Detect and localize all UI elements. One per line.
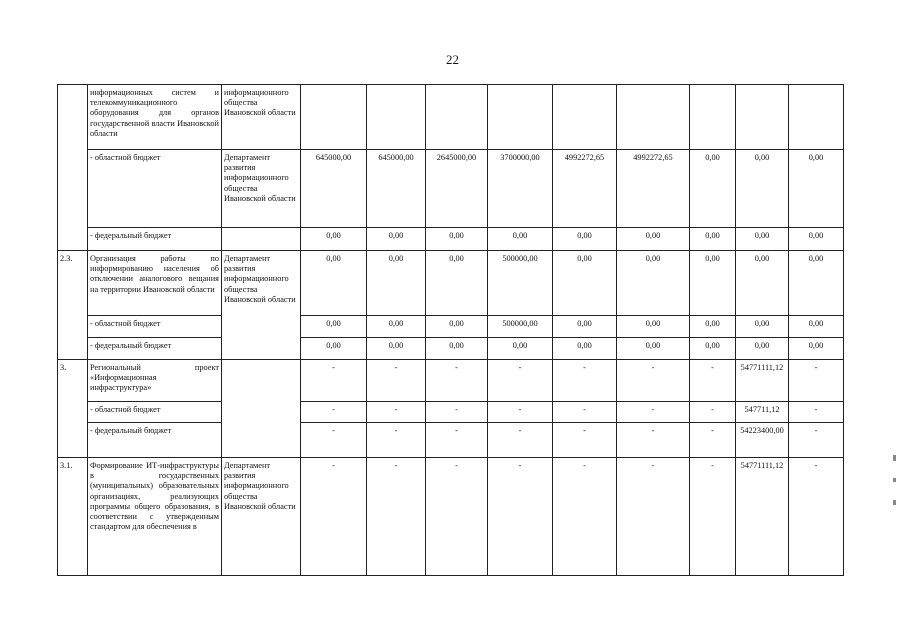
value-cell: - <box>301 423 367 458</box>
value-cell: 3700000,00 <box>488 150 553 228</box>
row-index: 3. <box>58 360 88 458</box>
row-index: 2.3. <box>58 251 88 360</box>
value-cell: 0,00 <box>553 338 617 360</box>
value-cell: - <box>301 402 367 423</box>
value-cell: 54223400,00 <box>736 423 789 458</box>
table-row <box>58 423 844 458</box>
value-cell: 0,00 <box>690 316 736 338</box>
row-name: - федеральный бюджет <box>88 423 222 458</box>
value-cell: 0,00 <box>690 251 736 316</box>
value-cell: 2645000,00 <box>426 150 488 228</box>
value-cell: - <box>367 423 426 458</box>
value-cell: 0,00 <box>617 251 690 316</box>
value-cell: 0,00 <box>690 338 736 360</box>
page-number: 22 <box>446 52 459 67</box>
value-cell: 0,00 <box>426 338 488 360</box>
value-cell <box>736 85 789 150</box>
value-cell: 0,00 <box>301 316 367 338</box>
row-name: - федеральный бюджет <box>88 228 222 251</box>
value-cell: - <box>553 423 617 458</box>
value-cell: 0,00 <box>690 150 736 228</box>
table-row <box>58 316 844 338</box>
value-cell <box>488 85 553 150</box>
scan-edge-mark <box>893 500 896 505</box>
value-cell: 0,00 <box>301 338 367 360</box>
row-executor: Департамент развития информационного общества Ивановской области <box>222 251 301 360</box>
row-name: - областной бюджет <box>88 402 222 423</box>
value-cell: - <box>553 458 617 576</box>
value-cell: 0,00 <box>736 150 789 228</box>
value-cell: - <box>789 360 844 402</box>
value-cell: 0,00 <box>617 228 690 251</box>
value-cell: 500000,00 <box>488 251 553 316</box>
value-cell: 645000,00 <box>367 150 426 228</box>
value-cell: 0,00 <box>367 316 426 338</box>
value-cell: 0,00 <box>553 251 617 316</box>
row-executor <box>222 360 301 458</box>
value-cell <box>367 85 426 150</box>
value-cell: - <box>426 423 488 458</box>
value-cell: - <box>789 458 844 576</box>
row-executor: информационного общества Ивановской области <box>222 85 301 150</box>
value-cell: 0,00 <box>426 228 488 251</box>
value-cell: - <box>301 458 367 576</box>
value-cell: - <box>488 423 553 458</box>
table-row <box>58 228 844 251</box>
value-cell: - <box>617 458 690 576</box>
value-cell: 0,00 <box>301 228 367 251</box>
table-row <box>58 458 844 576</box>
value-cell: - <box>617 360 690 402</box>
value-cell: - <box>690 423 736 458</box>
value-cell: 4992272,65 <box>553 150 617 228</box>
value-cell: 0,00 <box>690 228 736 251</box>
value-cell: - <box>553 402 617 423</box>
value-cell: - <box>617 402 690 423</box>
value-cell: 0,00 <box>426 251 488 316</box>
value-cell: - <box>488 402 553 423</box>
row-executor <box>222 228 301 251</box>
value-cell: - <box>553 360 617 402</box>
row-name: - областной бюджет <box>88 316 222 338</box>
row-index: 3.1. <box>58 458 88 576</box>
value-cell: - <box>426 458 488 576</box>
value-cell: - <box>367 360 426 402</box>
value-cell: 0,00 <box>553 228 617 251</box>
row-executor: Департамент развития информационного общества Ивановской области <box>222 458 301 576</box>
value-cell: 0,00 <box>736 316 789 338</box>
table-row <box>58 251 844 316</box>
row-name: - областной бюджет <box>88 150 222 228</box>
value-cell: 0,00 <box>488 338 553 360</box>
value-cell: 0,00 <box>789 338 844 360</box>
value-cell: 0,00 <box>736 338 789 360</box>
value-cell: 0,00 <box>488 228 553 251</box>
value-cell: - <box>488 458 553 576</box>
value-cell: 0,00 <box>426 316 488 338</box>
value-cell: 0,00 <box>553 316 617 338</box>
value-cell: 645000,00 <box>301 150 367 228</box>
value-cell: 0,00 <box>736 228 789 251</box>
table-row <box>58 150 844 228</box>
value-cell: - <box>690 402 736 423</box>
row-name: Региональный проект «Информационная инфраструктура» <box>88 360 222 402</box>
value-cell: - <box>367 402 426 423</box>
value-cell: 0,00 <box>367 338 426 360</box>
value-cell: 0,00 <box>789 150 844 228</box>
value-cell <box>690 85 736 150</box>
row-executor: Департамент развития информационного общества Ивановской области <box>222 150 301 228</box>
value-cell: 0,00 <box>789 316 844 338</box>
value-cell: - <box>789 402 844 423</box>
value-cell: 0,00 <box>301 251 367 316</box>
row-name: информационных систем и телекоммуникационного оборудования для органов государственной власти Ивановской области <box>88 85 222 150</box>
value-cell: 0,00 <box>789 228 844 251</box>
row-index <box>58 85 88 251</box>
value-cell: - <box>488 360 553 402</box>
value-cell: - <box>690 458 736 576</box>
value-cell <box>789 85 844 150</box>
row-name: Формирование ИТ-инфраструктуры в государственных (муниципальных) образовательных организациях, реализующих программы общего образования, в соответствии с утвержденным стандартом для обеспечения в <box>88 458 222 576</box>
value-cell: 0,00 <box>617 338 690 360</box>
budget-table <box>57 84 844 576</box>
value-cell <box>553 85 617 150</box>
row-name: - федеральный бюджет <box>88 338 222 360</box>
value-cell: 547711,12 <box>736 402 789 423</box>
table-row <box>58 338 844 360</box>
value-cell: - <box>301 360 367 402</box>
table-row <box>58 360 844 402</box>
value-cell: - <box>690 360 736 402</box>
value-cell: 0,00 <box>736 251 789 316</box>
value-cell: - <box>426 402 488 423</box>
row-name: Организация работы по информированию населения об отключении аналогового вещания на территории Ивановской области <box>88 251 222 316</box>
value-cell: 54771111,12 <box>736 360 789 402</box>
value-cell <box>301 85 367 150</box>
table-row <box>58 85 844 150</box>
value-cell: - <box>426 360 488 402</box>
value-cell: 54771111,12 <box>736 458 789 576</box>
value-cell: 0,00 <box>367 228 426 251</box>
value-cell: 0,00 <box>789 251 844 316</box>
value-cell: 0,00 <box>617 316 690 338</box>
table-row <box>58 402 844 423</box>
value-cell: - <box>367 458 426 576</box>
value-cell: 4992272,65 <box>617 150 690 228</box>
scan-edge-mark <box>893 478 896 482</box>
value-cell: 500000,00 <box>488 316 553 338</box>
value-cell <box>426 85 488 150</box>
value-cell: - <box>617 423 690 458</box>
value-cell: - <box>789 423 844 458</box>
scan-edge-mark <box>893 455 896 461</box>
value-cell: 0,00 <box>367 251 426 316</box>
value-cell <box>617 85 690 150</box>
